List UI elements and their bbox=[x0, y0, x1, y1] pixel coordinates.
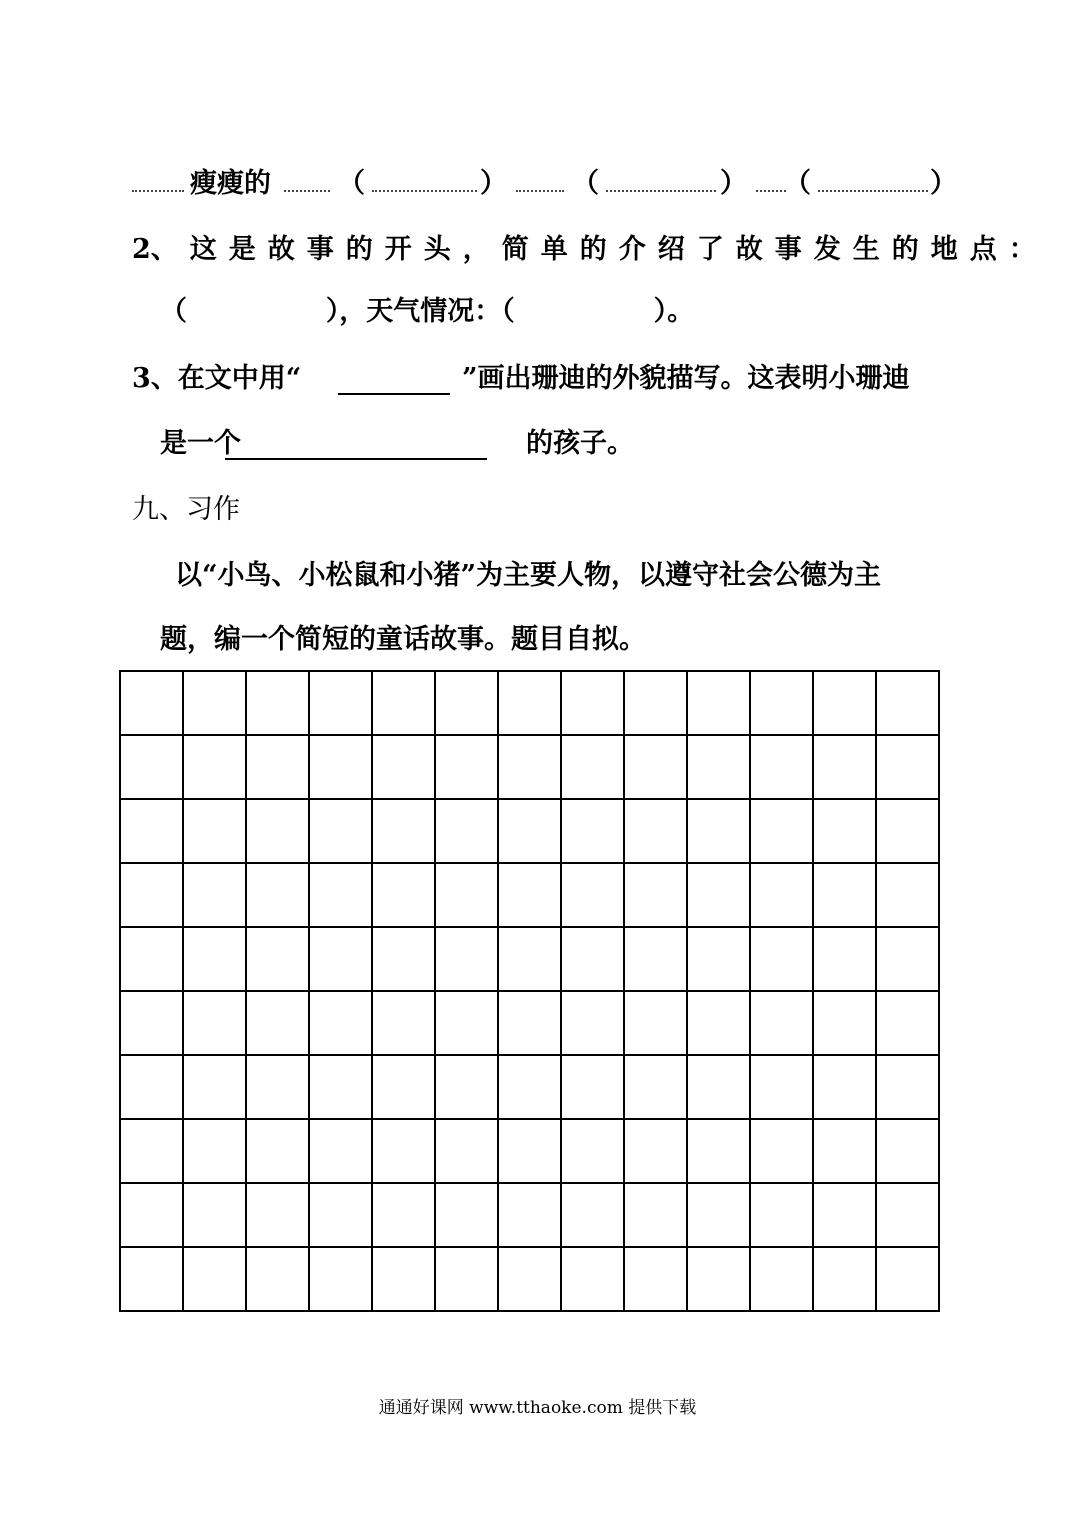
question-2-line-2 bbox=[160, 298, 694, 325]
grid-cell[interactable] bbox=[372, 991, 435, 1055]
grid-cell[interactable] bbox=[687, 1055, 750, 1119]
grid-cell[interactable] bbox=[498, 1055, 561, 1119]
grid-cell[interactable] bbox=[813, 1119, 876, 1183]
grid-cell[interactable] bbox=[372, 1055, 435, 1119]
blank-3-open: （ bbox=[784, 168, 811, 199]
adjective-word: 瘦瘦的 bbox=[190, 168, 271, 199]
weather-end: ）。 bbox=[653, 296, 695, 327]
grid-cell[interactable] bbox=[183, 1247, 246, 1311]
grid-cell[interactable] bbox=[813, 991, 876, 1055]
blank-1-close: ） bbox=[480, 168, 507, 199]
grid-cell[interactable] bbox=[561, 671, 624, 735]
grid-cell[interactable] bbox=[876, 927, 939, 991]
grid-cell[interactable] bbox=[246, 735, 309, 799]
grid-cell[interactable] bbox=[687, 671, 750, 735]
grid-cell[interactable] bbox=[624, 991, 687, 1055]
grid-cell[interactable] bbox=[687, 1183, 750, 1247]
grid-cell[interactable] bbox=[876, 671, 939, 735]
grid-cell[interactable] bbox=[183, 863, 246, 927]
grid-cell[interactable] bbox=[624, 671, 687, 735]
grid-cell[interactable] bbox=[120, 1055, 183, 1119]
grid-cell[interactable] bbox=[309, 1055, 372, 1119]
grid-cell[interactable] bbox=[624, 1055, 687, 1119]
grid-row bbox=[120, 735, 939, 799]
blank-3-close: ） bbox=[930, 168, 957, 199]
dots-between-1-2 bbox=[516, 190, 564, 192]
grid-cell[interactable] bbox=[372, 1119, 435, 1183]
grid-cell[interactable] bbox=[750, 1119, 813, 1183]
grid-cell[interactable] bbox=[876, 735, 939, 799]
grid-cell[interactable] bbox=[498, 991, 561, 1055]
question-3-line-2b: 的孩子。 bbox=[526, 428, 634, 459]
grid-cell[interactable] bbox=[813, 671, 876, 735]
grid-cell[interactable] bbox=[309, 1183, 372, 1247]
blank-1-open: （ bbox=[338, 168, 365, 199]
grid-cell[interactable] bbox=[876, 1183, 939, 1247]
grid-cell[interactable] bbox=[309, 991, 372, 1055]
grid-cell[interactable] bbox=[309, 863, 372, 927]
grid-row bbox=[120, 671, 939, 735]
grid-cell[interactable] bbox=[246, 1183, 309, 1247]
grid-cell[interactable] bbox=[498, 735, 561, 799]
question-3-part-1 bbox=[132, 365, 301, 392]
grid-cell[interactable] bbox=[309, 671, 372, 735]
grid-cell[interactable] bbox=[435, 1183, 498, 1247]
grid-cell[interactable] bbox=[561, 927, 624, 991]
grid-cell[interactable] bbox=[624, 1247, 687, 1311]
grid-row bbox=[120, 1055, 939, 1119]
grid-cell[interactable] bbox=[750, 735, 813, 799]
grid-cell[interactable] bbox=[624, 863, 687, 927]
grid-cell[interactable] bbox=[561, 1247, 624, 1311]
grid-cell[interactable] bbox=[687, 991, 750, 1055]
grid-cell[interactable] bbox=[876, 1055, 939, 1119]
grid-row bbox=[120, 927, 939, 991]
grid-cell[interactable] bbox=[687, 863, 750, 927]
grid-cell[interactable] bbox=[624, 927, 687, 991]
grid-row bbox=[120, 1247, 939, 1311]
grid-cell[interactable] bbox=[372, 863, 435, 927]
grid-cell[interactable] bbox=[624, 735, 687, 799]
question-2-number: 2 bbox=[132, 234, 151, 265]
grid-cell[interactable] bbox=[750, 927, 813, 991]
grid-cell[interactable] bbox=[498, 1247, 561, 1311]
grid-cell[interactable] bbox=[561, 735, 624, 799]
grid-cell[interactable] bbox=[561, 799, 624, 863]
grid-cell[interactable] bbox=[309, 1119, 372, 1183]
grid-row bbox=[120, 863, 939, 927]
grid-cell[interactable] bbox=[624, 1183, 687, 1247]
grid-cell[interactable] bbox=[498, 863, 561, 927]
grid-cell[interactable] bbox=[750, 671, 813, 735]
grid-cell[interactable] bbox=[624, 799, 687, 863]
grid-cell[interactable] bbox=[435, 1055, 498, 1119]
section-9-title: 九、习作 bbox=[132, 494, 240, 525]
grid-cell[interactable] bbox=[813, 735, 876, 799]
grid-cell[interactable] bbox=[750, 991, 813, 1055]
grid-cell[interactable] bbox=[750, 799, 813, 863]
grid-cell[interactable] bbox=[813, 1183, 876, 1247]
grid-cell[interactable] bbox=[246, 863, 309, 927]
place-open-paren: （ bbox=[160, 296, 187, 327]
grid-cell[interactable] bbox=[561, 1183, 624, 1247]
grid-cell[interactable] bbox=[183, 927, 246, 991]
writing-prompt-line-1: 以“小鸟、小松鼠和小猪”为主要人物，以遵守社会公德为主 bbox=[175, 560, 882, 591]
grid-cell[interactable] bbox=[813, 1055, 876, 1119]
grid-cell[interactable] bbox=[876, 799, 939, 863]
grid-cell[interactable] bbox=[372, 799, 435, 863]
grid-cell[interactable] bbox=[687, 735, 750, 799]
grid-row bbox=[120, 1183, 939, 1247]
grid-cell[interactable] bbox=[246, 1247, 309, 1311]
grid-cell[interactable] bbox=[687, 1247, 750, 1311]
grid-cell[interactable] bbox=[813, 927, 876, 991]
grid-row bbox=[120, 799, 939, 863]
grid-cell[interactable] bbox=[435, 735, 498, 799]
grid-cell[interactable] bbox=[372, 735, 435, 799]
grid-cell[interactable] bbox=[372, 1247, 435, 1311]
grid-cell[interactable] bbox=[246, 799, 309, 863]
question-3-line-2a: 是一个 bbox=[160, 428, 241, 459]
grid-cell[interactable] bbox=[372, 927, 435, 991]
grid-cell[interactable] bbox=[498, 671, 561, 735]
grid-cell[interactable] bbox=[120, 991, 183, 1055]
grid-cell[interactable] bbox=[120, 927, 183, 991]
grid-cell[interactable] bbox=[498, 1183, 561, 1247]
grid-cell[interactable] bbox=[876, 991, 939, 1055]
grid-cell[interactable] bbox=[309, 735, 372, 799]
grid-cell[interactable] bbox=[120, 735, 183, 799]
grid-cell[interactable] bbox=[750, 1183, 813, 1247]
grid-cell[interactable] bbox=[372, 1183, 435, 1247]
grid-cell[interactable] bbox=[372, 671, 435, 735]
grid-cell[interactable] bbox=[183, 1119, 246, 1183]
writing-prompt-line-2: 题，编一个简短的童话故事。题目自拟。 bbox=[160, 624, 646, 655]
grid-cell[interactable] bbox=[120, 799, 183, 863]
grid-cell[interactable] bbox=[687, 1119, 750, 1183]
grid-cell[interactable] bbox=[624, 1119, 687, 1183]
grid-cell[interactable] bbox=[120, 1119, 183, 1183]
grid-table bbox=[119, 670, 940, 1312]
grid-cell[interactable] bbox=[561, 1119, 624, 1183]
blank-1-field[interactable] bbox=[372, 190, 477, 192]
grid-cell[interactable] bbox=[498, 799, 561, 863]
grid-cell[interactable] bbox=[876, 863, 939, 927]
grid-cell[interactable] bbox=[246, 1055, 309, 1119]
grid-cell[interactable] bbox=[435, 863, 498, 927]
grid-cell[interactable] bbox=[120, 863, 183, 927]
question-3-part-2: ”画出珊迪的外貌描写。这表明小珊迪 bbox=[462, 363, 910, 394]
question-2-line-1 bbox=[132, 236, 1048, 263]
grid-cell[interactable] bbox=[750, 1247, 813, 1311]
grid-cell[interactable] bbox=[309, 799, 372, 863]
grid-cell[interactable] bbox=[561, 1055, 624, 1119]
dots-before-blank-1 bbox=[284, 190, 330, 192]
question-3-text-1: 、在文中用“ bbox=[150, 363, 302, 394]
blank-2-open: （ bbox=[572, 168, 599, 199]
underline-sample bbox=[338, 393, 450, 395]
grid-cell[interactable] bbox=[498, 927, 561, 991]
grid-cell[interactable] bbox=[435, 991, 498, 1055]
grid-cell[interactable] bbox=[498, 1119, 561, 1183]
grid-cell[interactable] bbox=[246, 927, 309, 991]
question-3-number: 3 bbox=[132, 363, 151, 394]
footer-text: 通通好课网 www.tthaoke.com 提供下载 bbox=[378, 1398, 697, 1418]
grid-cell[interactable] bbox=[435, 1119, 498, 1183]
grid-cell[interactable] bbox=[120, 671, 183, 735]
grid-cell[interactable] bbox=[183, 671, 246, 735]
grid-cell[interactable] bbox=[687, 799, 750, 863]
grid-cell[interactable] bbox=[876, 1119, 939, 1183]
grid-cell[interactable] bbox=[813, 799, 876, 863]
grid-cell[interactable] bbox=[750, 1055, 813, 1119]
grid-cell[interactable] bbox=[435, 1247, 498, 1311]
grid-cell[interactable] bbox=[246, 671, 309, 735]
grid-cell[interactable] bbox=[561, 991, 624, 1055]
grid-cell[interactable] bbox=[435, 671, 498, 735]
grid-cell[interactable] bbox=[183, 991, 246, 1055]
grid-cell[interactable] bbox=[561, 863, 624, 927]
grid-cell[interactable] bbox=[246, 991, 309, 1055]
blank-2-close: ） bbox=[720, 168, 747, 199]
blank-2-field[interactable] bbox=[606, 190, 716, 192]
weather-prompt: ），天气情况：（ bbox=[325, 296, 515, 327]
grid-cell[interactable] bbox=[183, 735, 246, 799]
grid-row bbox=[120, 1119, 939, 1183]
grid-cell[interactable] bbox=[246, 1119, 309, 1183]
grid-cell[interactable] bbox=[183, 799, 246, 863]
grid-cell[interactable] bbox=[309, 1247, 372, 1311]
grid-cell[interactable] bbox=[813, 1247, 876, 1311]
grid-cell[interactable] bbox=[309, 927, 372, 991]
answer-underline[interactable] bbox=[225, 458, 487, 460]
grid-cell[interactable] bbox=[120, 1183, 183, 1247]
grid-cell[interactable] bbox=[435, 799, 498, 863]
writing-grid bbox=[119, 670, 940, 1312]
grid-row bbox=[120, 991, 939, 1055]
question-2-text: 、这是故事的开头，简单的介绍了故事发生的地点： bbox=[150, 234, 1048, 265]
grid-cell[interactable] bbox=[813, 863, 876, 927]
blank-3-field[interactable] bbox=[818, 190, 928, 192]
grid-cell[interactable] bbox=[750, 863, 813, 927]
grid-cell[interactable] bbox=[876, 1247, 939, 1311]
dots-between-2-3 bbox=[756, 190, 786, 192]
grid-cell[interactable] bbox=[687, 927, 750, 991]
grid-cell[interactable] bbox=[183, 1183, 246, 1247]
leading-dots bbox=[132, 190, 184, 192]
grid-cell[interactable] bbox=[120, 1247, 183, 1311]
grid-cell[interactable] bbox=[183, 1055, 246, 1119]
grid-cell[interactable] bbox=[435, 927, 498, 991]
